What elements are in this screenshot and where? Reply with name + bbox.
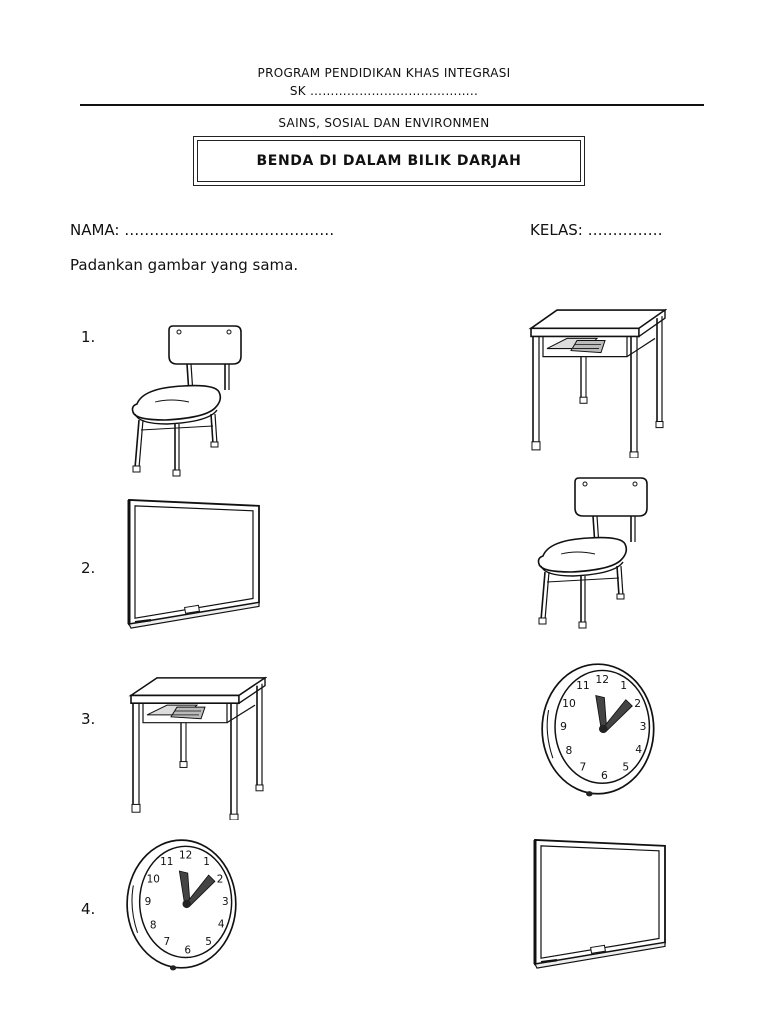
- item-number-2: 2.: [81, 559, 96, 577]
- item-number-3: 3.: [81, 710, 96, 728]
- class-field[interactable]: KELAS: ……………: [530, 221, 663, 239]
- clock-icon[interactable]: [540, 660, 658, 800]
- program-heading: PROGRAM PENDIDIKAN KHAS INTEGRASI: [257, 66, 511, 80]
- chair-icon[interactable]: [125, 318, 255, 478]
- instruction-text: Padankan gambar yang sama.: [70, 256, 299, 274]
- chair-icon[interactable]: [531, 470, 661, 630]
- desk-icon[interactable]: [127, 674, 267, 820]
- desk-icon[interactable]: [527, 306, 667, 458]
- whiteboard-icon[interactable]: [125, 496, 265, 634]
- clock-icon[interactable]: [125, 836, 240, 974]
- worksheet-title: BENDA DI DALAM BILIK DARJAH: [197, 140, 581, 182]
- item-number-1: 1.: [81, 328, 96, 346]
- worksheet-title-box: [193, 136, 585, 186]
- school-line: SK …………………………………..: [289, 84, 479, 98]
- name-field[interactable]: NAMA: ……………………………………: [70, 221, 335, 239]
- header-divider: [80, 104, 704, 106]
- subject-heading: SAINS, SOSIAL DAN ENVIRONMEN: [278, 116, 490, 130]
- whiteboard-icon[interactable]: [531, 836, 671, 974]
- item-number-4: 4.: [81, 900, 96, 918]
